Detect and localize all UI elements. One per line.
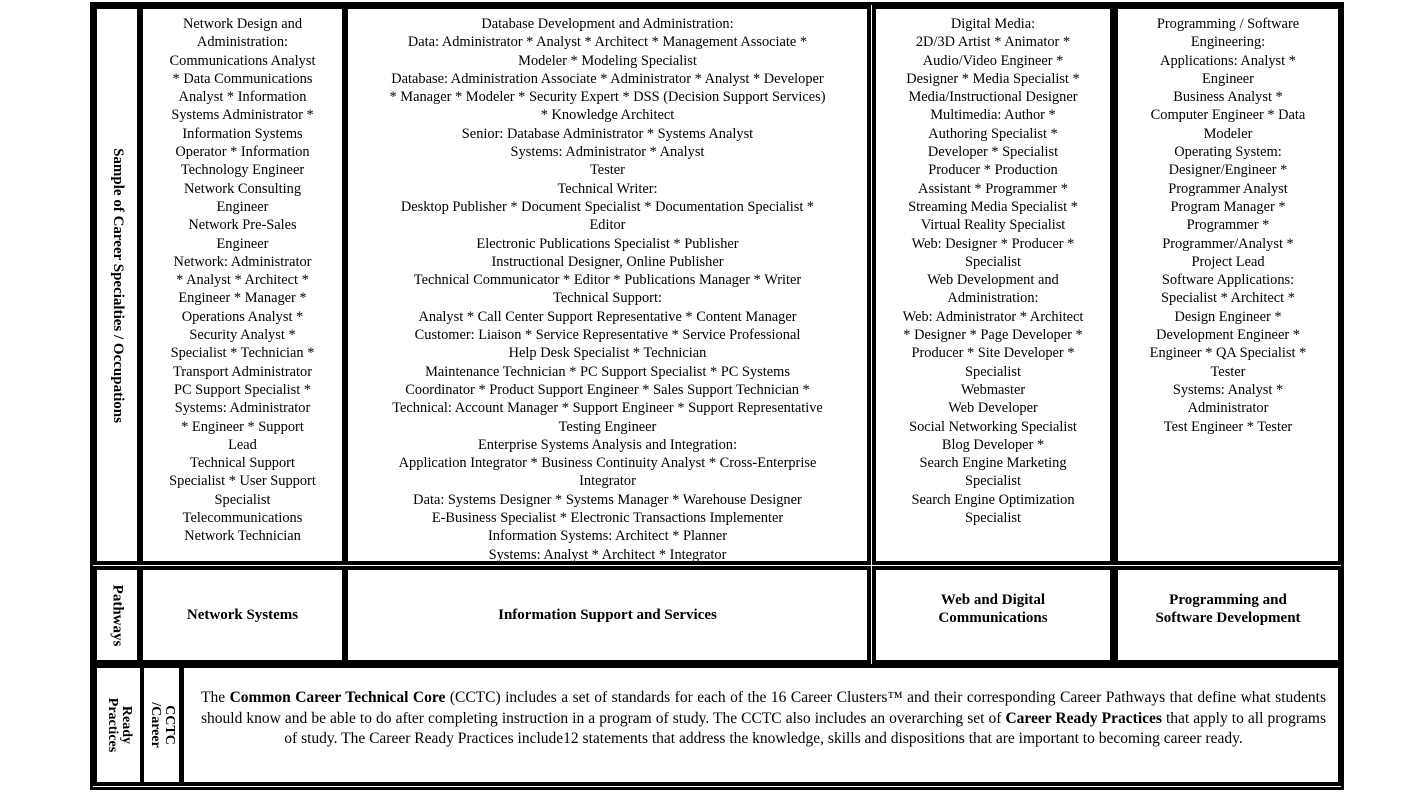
occupation-line: Network Technician xyxy=(184,528,301,545)
occupation-line: Design Engineer * xyxy=(1174,308,1282,325)
cctc-label-line-3: Ready xyxy=(119,705,135,745)
occupation-line: Tester xyxy=(590,162,625,179)
occupation-line: Tester xyxy=(1210,363,1246,380)
occupation-line: Database: Administration Associate * Administrator * Analyst * Developer xyxy=(391,70,824,87)
occupation-line: * Designer * Page Developer * xyxy=(903,327,1083,344)
occupation-line: Engineer xyxy=(216,235,269,252)
occupation-line: * Manager * Modeler * Security Expert * DSS (Decision Support Services) xyxy=(389,89,826,106)
occupation-line: Designer * Media Specialist * xyxy=(906,70,1080,87)
occupation-line: Desktop Publisher * Document Specialist * Documentation Specialist * xyxy=(400,198,815,215)
pathway-network-systems-cell xyxy=(139,566,346,664)
occupation-line: Programmer Analyst xyxy=(1168,180,1288,197)
occupation-line: * Data Communications xyxy=(172,70,313,87)
occupation-line: Communications Analyst xyxy=(169,52,316,69)
occupation-line: 2D/3D Artist * Animator * xyxy=(915,34,1071,51)
occupation-line: Test Engineer * Tester xyxy=(1163,418,1293,435)
pathways-row-label-cell xyxy=(93,566,141,664)
occupation-line: Editor xyxy=(589,217,626,234)
occupation-line: Programmer/Analyst * xyxy=(1162,235,1294,252)
occupation-line: Developer * Specialist xyxy=(927,144,1059,161)
occupation-line: Software Applications: xyxy=(1161,272,1295,289)
occupation-line: Systems: Analyst * Architect * Integrator xyxy=(488,546,727,563)
occupation-line: Digital Media: xyxy=(950,16,1036,32)
occupation-line: Systems: Analyst * xyxy=(1172,381,1284,398)
occupation-line: Help Desk Specialist * Technician xyxy=(508,345,707,362)
occupation-line: Testing Engineer xyxy=(558,418,657,435)
occupation-line: Telecommunications xyxy=(182,510,303,527)
occupation-line: Operations Analyst * xyxy=(181,308,304,325)
pathway-programming-line-2: Software Development xyxy=(1155,610,1301,626)
occupation-line: Enterprise Systems Analysis and Integration: xyxy=(478,436,737,453)
occupation-line: Computer Engineer * Data xyxy=(1150,107,1306,124)
occupation-line: Authoring Specialist * xyxy=(928,125,1058,142)
occupation-line: Coordinator * Product Support Engineer * Sales Support Technician * xyxy=(405,381,810,398)
occupation-line: Customer: Liaison * Service Representative * Service Professional xyxy=(414,327,801,344)
occupation-line: Transport Administrator xyxy=(173,363,312,380)
occupation-line: Lead xyxy=(228,436,257,453)
occupation-line: Programming / Software xyxy=(1156,16,1300,32)
occupation-line: Systems Administrator * xyxy=(171,107,314,124)
occupation-line: Applications: Analyst * xyxy=(1160,52,1296,69)
occupation-line: * Knowledge Architect xyxy=(540,107,675,124)
web-digital-occupations xyxy=(872,5,1114,565)
occupations-row-label-cell xyxy=(93,5,141,565)
occupation-line: Assistant * Programmer * xyxy=(918,180,1068,197)
occupation-line: Development Engineer * xyxy=(1156,327,1300,344)
cctc-divider xyxy=(179,668,184,782)
pathway-programming-cell xyxy=(1114,566,1342,664)
occupation-line: Network Consulting xyxy=(183,180,302,197)
occupation-line: Program Manager * xyxy=(1170,198,1286,215)
cctc-bold-term: Common Career Technical Core xyxy=(229,689,446,706)
occupation-line: Engineer * QA Specialist * xyxy=(1149,345,1307,362)
occupation-line: Technical Support xyxy=(190,455,295,472)
occupation-line: Systems: Administrator * Analyst xyxy=(510,144,705,161)
occupation-line: Media/Instructional Designer xyxy=(908,89,1078,106)
occupation-line: Search Engine Marketing xyxy=(919,455,1067,472)
occupation-list xyxy=(876,9,1110,561)
occupation-line: Designer/Engineer * xyxy=(1168,162,1288,179)
occupation-line: Blog Developer * xyxy=(941,436,1045,453)
occupation-line: Web: Designer * Producer * xyxy=(911,235,1075,252)
occupation-line: Information Systems xyxy=(182,125,303,142)
cctc-row xyxy=(93,664,1342,786)
occupations-row-label: Sample of Career Specialties / Occupations xyxy=(109,147,126,423)
occupation-list xyxy=(348,9,867,561)
occupation-line: Virtual Reality Specialist xyxy=(920,217,1066,234)
occupation-line: Administrator xyxy=(1187,400,1269,417)
occupation-line: Data: Administrator * Analyst * Architect * Management Associate * xyxy=(407,34,808,51)
occupation-list xyxy=(1118,9,1338,561)
occupation-line: Integrator xyxy=(579,473,636,490)
pathway-web-digital-cell xyxy=(872,566,1114,664)
occupation-line: Specialist xyxy=(965,363,1021,380)
occupation-line: Technical: Account Manager * Support Engineer * Support Representative xyxy=(392,400,823,417)
career-ready-practices-term: Career Ready Practices xyxy=(1005,709,1162,727)
occupation-line: Specialist * User Support xyxy=(169,473,316,490)
occupation-line: Webmaster xyxy=(960,381,1026,398)
occupation-line: Technical Communicator * Editor * Publications Manager * Writer xyxy=(413,272,802,289)
cctc-label-line-2: /Career xyxy=(147,702,163,748)
occupation-line: Administration: xyxy=(196,34,289,51)
pathway-network-systems: Network Systems xyxy=(186,607,299,623)
occupation-line: Analyst * Information xyxy=(178,89,307,106)
occupation-line: Technical Writer: xyxy=(557,180,658,197)
occupation-line: * Engineer * Support xyxy=(181,418,304,435)
occupation-line: Technical Support: xyxy=(553,290,662,307)
occupation-line: Specialist xyxy=(965,510,1021,527)
occupation-line: Streaming Media Specialist * xyxy=(908,198,1078,215)
occupation-line: Web Development and xyxy=(927,272,1059,289)
occupation-line: * Analyst * Architect * xyxy=(176,272,309,289)
occupation-line: Specialist xyxy=(214,491,271,508)
occupation-line: Database Development and Administration: xyxy=(481,16,734,32)
occupation-line: Operator * Information xyxy=(175,144,310,161)
occupation-line: Modeler * Modeling Specialist xyxy=(518,52,697,69)
occupation-line: Network: Administrator xyxy=(173,253,312,270)
occupation-line: Search Engine Optimization xyxy=(911,491,1075,508)
occupation-line: Specialist xyxy=(965,253,1021,270)
pathway-web-digital-line-2: Communications xyxy=(938,610,1048,626)
occupation-line: E-Business Specialist * Electronic Transactions Implementer xyxy=(431,510,784,527)
occupation-line: Engineer xyxy=(1202,70,1254,87)
occupation-line: Systems: Administrator xyxy=(174,400,311,417)
cctc-text-1: The xyxy=(201,689,230,706)
occupation-line: Business Analyst * xyxy=(1173,89,1283,106)
occupation-line: Operating System: xyxy=(1174,144,1282,161)
occupation-line: Web Developer xyxy=(948,400,1038,417)
cctc-text-2: (CCTC) includes a set of standards for each of the 16 Career Clusters™ and their corresponding Career Pathways that define what students should know and be able to do after completing instruction in a program of study. The CCTC also includes an overarching set of xyxy=(201,689,1326,727)
occupation-line: Web: Administrator * Architect xyxy=(902,308,1084,325)
information-support-occupations xyxy=(344,5,871,565)
occupation-line: Multimedia: Author * xyxy=(930,107,1056,124)
occupation-line: Engineer * Manager * xyxy=(178,290,307,307)
pathways-row-label: Pathways xyxy=(109,584,126,646)
occupation-line: Information Systems: Architect * Planner xyxy=(488,528,727,545)
cctc-label-line-4: Practices xyxy=(105,697,121,753)
occupation-line: Network Design and xyxy=(182,16,303,32)
occupation-line: Maintenance Technician * PC Support Specialist * PC Systems xyxy=(425,363,790,380)
occupation-line: Data: Systems Designer * Systems Manager * Warehouse Designer xyxy=(413,491,802,508)
pathway-information-support-cell xyxy=(344,566,871,664)
occupation-line: PC Support Specialist * xyxy=(173,381,312,398)
cctc-description xyxy=(201,688,1326,750)
occupation-line: Network Pre-Sales xyxy=(188,217,297,234)
occupation-line: Technology Engineer xyxy=(180,162,305,179)
occupation-line: Specialist * Technician * xyxy=(170,345,315,362)
occupation-line: Senior: Database Administrator * Systems Analyst xyxy=(461,125,754,142)
occupation-line: Producer * Site Developer * xyxy=(911,345,1075,362)
programming-occupations xyxy=(1114,5,1342,565)
occupation-line: Modeler xyxy=(1203,125,1253,142)
occupation-line: Electronic Publications Specialist * Publisher xyxy=(476,235,739,252)
occupation-line: Specialist * Architect * xyxy=(1161,290,1295,307)
occupation-line: Social Networking Specialist xyxy=(909,418,1077,435)
occupation-line: Specialist xyxy=(965,473,1021,490)
occupation-line: Administration: xyxy=(947,290,1039,307)
pathway-programming-line-1: Programming and xyxy=(1169,592,1287,608)
occupation-line: Programmer * xyxy=(1186,217,1270,234)
occupation-line: Instructional Designer, Online Publisher xyxy=(491,253,724,270)
occupation-line: Producer * Production xyxy=(928,162,1058,179)
pathway-information-support: Information Support and Services xyxy=(498,607,717,623)
occupation-line: Audio/Video Engineer * xyxy=(922,52,1064,69)
occupation-line: Project Lead xyxy=(1191,253,1265,270)
occupation-line: Application Integrator * Business Continuity Analyst * Cross-Enterprise xyxy=(398,455,817,472)
pathway-web-digital-line-1: Web and Digital xyxy=(940,592,1046,608)
occupation-line: Engineering: xyxy=(1190,34,1266,51)
occupation-line: Engineer xyxy=(216,198,269,215)
occupation-line: Analyst * Call Center Support Representative * Content Manager xyxy=(418,308,797,325)
occupation-line: Security Analyst * xyxy=(189,327,296,344)
occupation-list xyxy=(143,9,342,561)
cctc-text-3: that apply to all programs of study. The Career Ready Practices include12 statements that address the knowledge, skills and dispositions that are important to becoming career ready. xyxy=(284,709,1326,747)
cctc-label-line-1: CCTC xyxy=(161,705,177,745)
network-systems-occupations xyxy=(139,5,346,565)
